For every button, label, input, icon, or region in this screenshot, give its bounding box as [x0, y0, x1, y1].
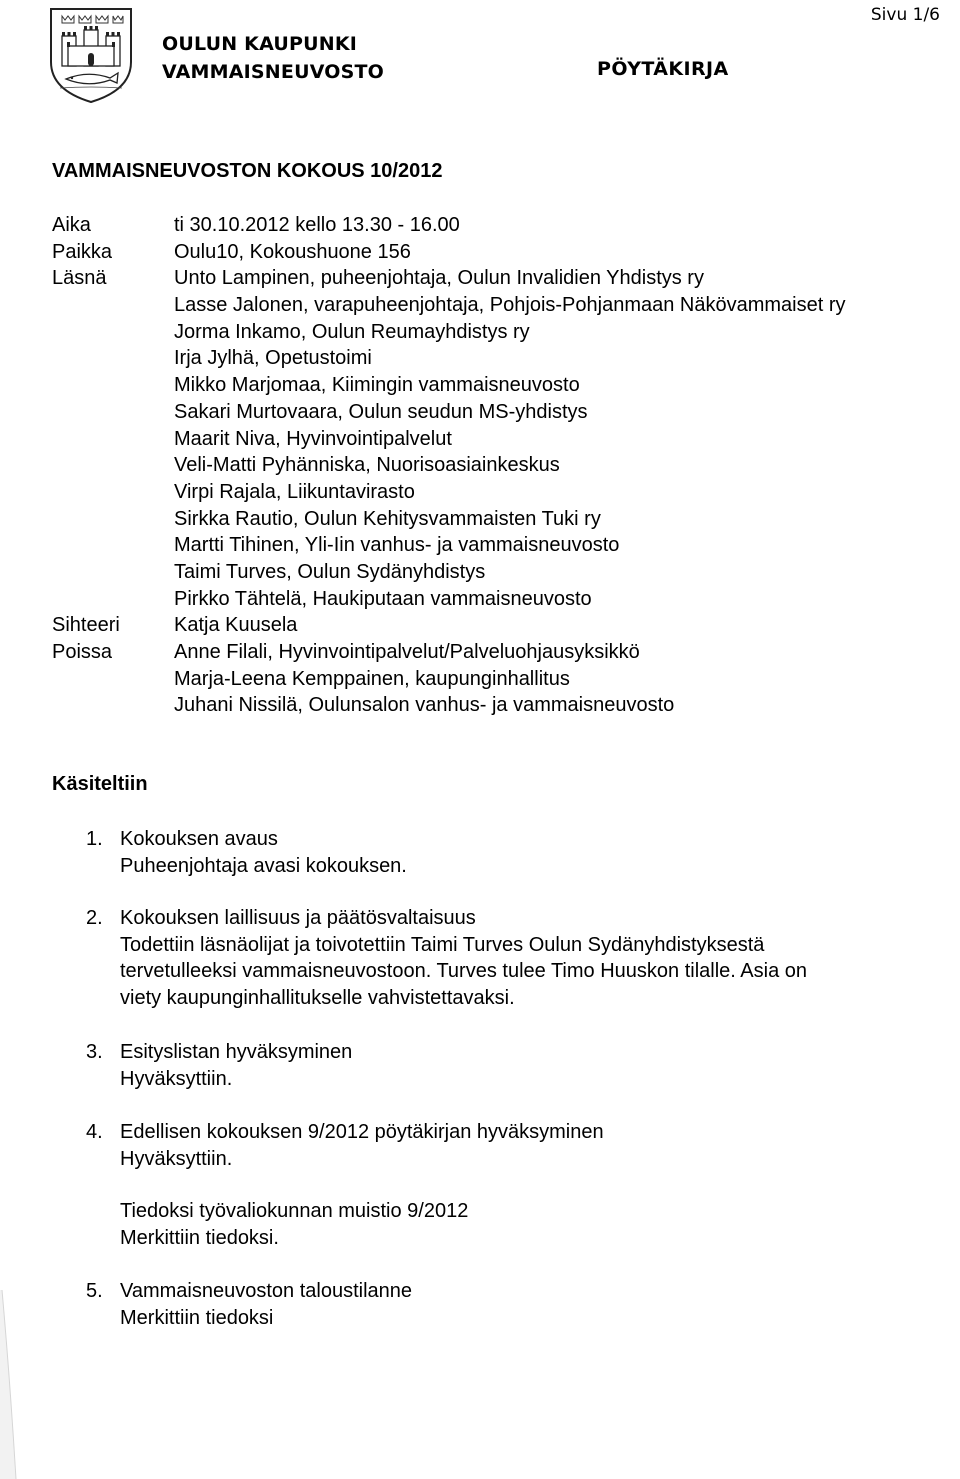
present-row [52, 506, 846, 533]
document-type: PÖYTÄKIRJA [597, 58, 729, 80]
agenda-item [86, 1119, 604, 1172]
agenda-text: Merkittiin tiedoksi. [120, 1226, 279, 1249]
present-member: Irja Jylhä, Opetustoimi [174, 347, 372, 370]
agenda-text: Puheenjohtaja avasi kokouksen. [120, 854, 407, 877]
agenda-number: 4. [86, 1121, 103, 1143]
absent-label: Poissa [52, 641, 113, 663]
page-number: Sivu 1/6 [870, 5, 940, 25]
present-row [52, 265, 846, 292]
agenda-item [86, 905, 807, 1012]
secretary-row [52, 612, 846, 639]
present-row [52, 479, 846, 506]
absent-row [52, 639, 846, 666]
agenda-text: viety kaupunginhallitukselle vahvistettavaksi. [120, 987, 515, 1010]
agenda-number: 2. [86, 907, 103, 929]
agenda-heading: Kokouksen avaus [120, 828, 278, 850]
agenda-heading: Esityslistan hyväksyminen [120, 1041, 353, 1063]
present-member: Lasse Jalonen, varapuheenjohtaja, Pohjois-Pohjanmaan Näkövammaiset ry [174, 294, 846, 317]
present-row [52, 292, 846, 319]
present-row [52, 426, 846, 453]
present-row [52, 345, 846, 372]
meeting-title: VAMMAISNEUVOSTON KOKOUS 10/2012 [52, 160, 443, 182]
present-row [52, 319, 846, 346]
present-row [52, 559, 846, 586]
agenda-number: 1. [86, 828, 103, 850]
place-value: Oulu10, Kokoushuone 156 [174, 240, 411, 263]
time-label: Aika [52, 214, 91, 236]
agenda-text: Merkittiin tiedoksi [120, 1306, 274, 1329]
absent-row [52, 666, 846, 693]
agenda-item [86, 1198, 468, 1251]
place-row [52, 239, 846, 266]
time-value: ti 30.10.2012 kello 13.30 - 16.00 [174, 214, 460, 236]
absent-member: Marja-Leena Kemppainen, kaupunginhallitus [174, 667, 570, 690]
present-member: Martti Tihinen, Yli-Iin vanhus- ja vammaisneuvosto [174, 534, 620, 557]
agenda-number: 5. [86, 1280, 103, 1302]
present-label: Läsnä [52, 267, 107, 290]
city-coat-of-arms-icon [48, 6, 134, 104]
present-row [52, 532, 846, 559]
agenda-text: Hyväksyttiin. [120, 1147, 233, 1170]
present-member: Maarit Niva, Hyvinvointipalvelut [174, 427, 452, 450]
absent-row [52, 692, 846, 719]
agenda-number: 3. [86, 1041, 103, 1063]
present-row [52, 586, 846, 613]
agenda-heading: Kokouksen laillisuus ja päätösvaltaisuus [120, 907, 476, 929]
present-member: Taimi Turves, Oulun Sydänyhdistys [174, 560, 486, 583]
agenda-item [86, 1278, 412, 1331]
organization-name [162, 30, 384, 86]
meeting-details [52, 212, 846, 719]
present-row [52, 372, 846, 399]
present-member: Mikko Marjomaa, Kiimingin vammaisneuvosto [174, 374, 580, 397]
present-member: Jorma Inkamo, Oulun Reumayhdistys ry [174, 320, 530, 343]
agenda-text: Todettiin läsnäolijat ja toivotettiin Taimi Turves Oulun Sydänyhdistyksestä [120, 933, 765, 956]
agenda-heading: Tiedoksi työvaliokunnan muistio 9/2012 [120, 1200, 469, 1222]
secretary-value: Katja Kuusela [174, 614, 298, 637]
agenda-item [86, 826, 407, 879]
organization-city: OULUN KAUPUNKI [162, 33, 358, 55]
present-member: Veli-Matti Pyhänniska, Nuorisoasiainkeskus [174, 454, 560, 477]
section-heading: Käsiteltiin [52, 773, 148, 795]
agenda-text: Hyväksyttiin. [120, 1067, 233, 1090]
present-member: Pirkko Tähtelä, Haukiputaan vammaisneuvosto [174, 587, 592, 610]
absent-member: Juhani Nissilä, Oulunsalon vanhus- ja vammaisneuvosto [174, 694, 675, 717]
agenda-item [86, 1039, 352, 1092]
present-member: Sakari Murtovaara, Oulun seudun MS-yhdistys [174, 400, 588, 423]
agenda-heading: Edellisen kokouksen 9/2012 pöytäkirjan hyväksyminen [120, 1121, 604, 1143]
organization-council: VAMMAISNEUVOSTO [162, 61, 385, 83]
absent-member: Anne Filali, Hyvinvointipalvelut/Palveluohjausyksikkö [174, 641, 640, 663]
present-row [52, 452, 846, 479]
present-row [52, 399, 846, 426]
present-member: Unto Lampinen, puheenjohtaja, Oulun Invalidien Yhdistys ry [174, 267, 704, 290]
agenda-text: tervetulleeksi vammaisneuvostoon. Turves tulee Timo Huuskon tilalle. Asia on [120, 960, 808, 983]
present-member: Virpi Rajala, Liikuntavirasto [174, 480, 415, 503]
place-label: Paikka [52, 240, 113, 263]
agenda-heading: Vammaisneuvoston taloustilanne [120, 1280, 413, 1302]
page-edge-shadow [0, 1290, 18, 1479]
present-member: Sirkka Rautio, Oulun Kehitysvammaisten Tuki ry [174, 507, 601, 530]
time-row [52, 212, 846, 239]
secretary-label: Sihteeri [52, 614, 120, 637]
